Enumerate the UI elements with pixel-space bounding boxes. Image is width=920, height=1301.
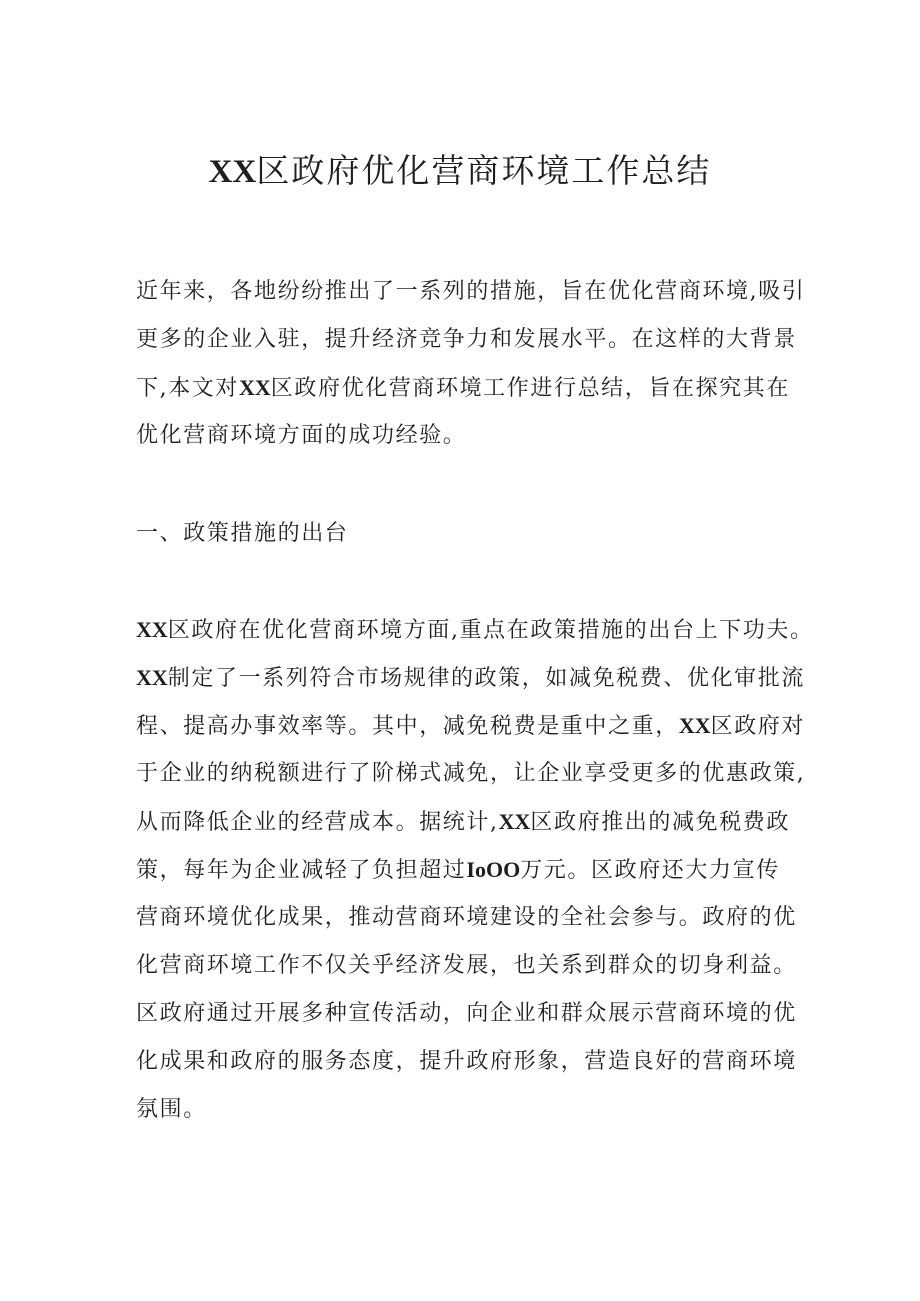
- body-line: 区政府通过开展多种宣传活动，向企业和群众展示营商环境的优: [136, 1001, 797, 1026]
- title-text: 区政府优化营商环境工作总结: [256, 151, 712, 190]
- bold-xx: XX: [498, 809, 531, 834]
- bold-xx: XX: [136, 665, 168, 690]
- title-prefix: XX: [208, 154, 257, 190]
- intro-line: 近年来，各地纷纷推出了一系列的措施，旨在优化营商环境,吸引: [136, 279, 806, 304]
- body-paragraph: [136, 606, 814, 1134]
- body-text: 程、提高办事效率等。其中，减免税费是重中之重，: [136, 714, 679, 739]
- body-line: [136, 846, 791, 894]
- body-line: 化营商环境工作不仅关乎经济发展，也关系到群众的切身利益。: [136, 953, 797, 978]
- intro-text: 下,本文对: [136, 376, 239, 401]
- body-line: 化成果和政府的服务态度，提升政府形象，营造良好的营商环境: [136, 1049, 797, 1074]
- body-text: 制定了一系列符合市场规律的政策，如减免税费、优化审批流: [167, 666, 805, 691]
- intro-line: 优化营商环境方面的成功经验。: [136, 423, 467, 448]
- body-line: 氛围。: [136, 1097, 207, 1122]
- intro-paragraph: [136, 268, 806, 460]
- body-text: 区政府在优化营商环境方面,重点在政策措施的出台上下功夫。: [167, 618, 814, 643]
- bold-xx: XX: [678, 713, 711, 738]
- body-line: [136, 798, 791, 846]
- document-title: [0, 145, 920, 198]
- body-text: 区政府对: [710, 714, 805, 739]
- body-line: [136, 654, 805, 702]
- bold-amount: IoOO: [466, 857, 521, 882]
- body-line: 于企业的纳税额进行了阶梯式减免，让企业享受更多的优惠政策,: [136, 761, 806, 786]
- body-text: 万元。区政府还大力宣传: [520, 858, 780, 883]
- intro-bold-xx: XX: [239, 375, 271, 400]
- bold-xx: XX: [136, 617, 168, 642]
- body-line: 营商环境优化成果，推动营商环境建设的全社会参与。政府的优: [136, 905, 797, 930]
- body-line: [136, 702, 805, 750]
- intro-line: [136, 364, 791, 412]
- section-heading-text: 一、政策措施的出台: [136, 521, 349, 546]
- body-text: 区政府推出的减免税费政: [530, 810, 790, 835]
- section-heading: [136, 510, 791, 558]
- body-line: [136, 606, 814, 654]
- body-text: 从而降低企业的经营成本。据统计,: [136, 810, 499, 835]
- body-text: 策，每年为企业减轻了负担超过: [136, 858, 467, 883]
- intro-line: 更多的企业入驻，提升经济竞争力和发展水平。在这样的大背景: [136, 327, 797, 352]
- intro-text: 区政府优化营商环境工作进行总结，旨在探究其在: [270, 376, 790, 401]
